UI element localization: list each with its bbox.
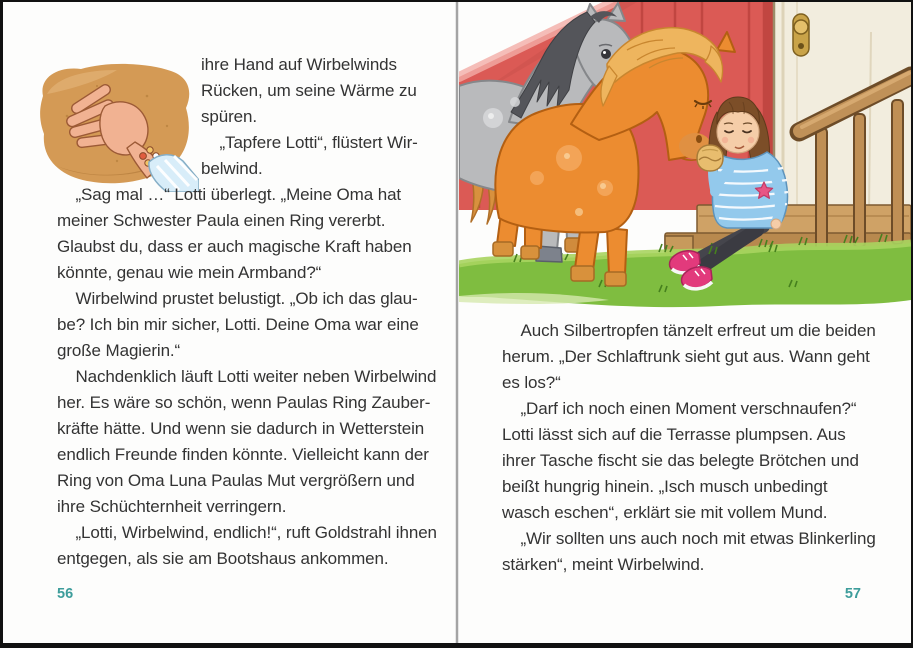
right-page-text <box>502 318 876 578</box>
text-line: herum. „Der Schlaftrunk sieht gut aus. Wann geht <box>502 347 870 366</box>
page-number-right: 57 <box>844 586 861 602</box>
text-line: spüren. <box>201 107 258 126</box>
hand-on-horseback-illustration <box>27 56 199 192</box>
text-line: Lotti lässt sich auf die Terrasse plumpsen. Aus <box>502 425 846 444</box>
left-page-text <box>57 182 437 572</box>
text-line: ihrer Tasche fischt sie das belegte Brötchen und <box>502 451 859 470</box>
text-line: stärken“, meint Wirbelwind. <box>502 555 705 574</box>
page-number-left: 56 <box>57 586 74 602</box>
text-line: „Darf ich noch einen Moment verschnaufen?“ <box>502 399 857 418</box>
text-line: ihre Schüchternheit verringern. <box>57 497 287 516</box>
text-line: große Magierin.“ <box>57 341 181 360</box>
text-line: wasch eschen“, erklärt sie mit vollem Mund. <box>502 503 828 522</box>
text-line: könnte, genau wie mein Armband?“ <box>57 263 322 282</box>
text-line: „Tapfere Lotti“, flüstert Wir- <box>201 133 418 152</box>
text-line: endlich Freunde finden könnte. Vielleicht kann der <box>57 445 429 464</box>
door-knob <box>793 14 809 56</box>
text-line: entgegen, als sie am Bootshaus ankommen. <box>57 549 389 568</box>
page-right <box>459 2 911 643</box>
bread-roll <box>697 145 723 171</box>
text-line: be? Ich bin mir sicher, Lotti. Deine Oma war eine <box>57 315 419 334</box>
text-line: „Wir sollten uns auch noch mit etwas Blinkerling <box>502 529 876 548</box>
text-line: Rücken, um seine Wärme zu <box>201 81 417 100</box>
left-page-text-beside-illustration <box>201 52 418 182</box>
text-line: „Lotti, Wirbelwind, endlich!“, ruft Goldstrahl ihnen <box>57 523 437 542</box>
text-line: kräfte hätte. Und wenn sie dadurch in Wetterstein <box>57 419 425 438</box>
text-line: Auch Silbertropfen tänzelt erfreut um die beiden <box>502 321 876 340</box>
text-line: her. Es wäre so schön, wenn Paulas Ring Zauber- <box>57 393 431 412</box>
text-line: belwind. <box>201 159 263 178</box>
text-line: Wirbelwind prustet belustigt. „Ob ich das glau- <box>57 289 418 308</box>
girl-face <box>717 111 759 153</box>
text-line: Glaubst du, dass er auch magische Kraft haben <box>57 237 412 256</box>
text-line: „Sag mal …“ Lotti überlegt. „Meine Oma hat <box>57 185 402 204</box>
text-line: Ring von Oma Luna Paulas Mut vergrößern und <box>57 471 415 490</box>
text-line: meiner Schwester Paula einen Ring vererbt. <box>57 211 386 230</box>
text-line: Nachdenklich läuft Lotti weiter neben Wirbelwind <box>57 367 437 386</box>
text-line: beißt hungrig hinein. „Isch musch unbedingt <box>502 477 828 496</box>
stable-scene-illustration <box>459 2 911 314</box>
text-line: es los?“ <box>502 373 561 392</box>
text-line: ihre Hand auf Wirbelwinds <box>201 55 397 74</box>
page-left <box>3 2 455 643</box>
